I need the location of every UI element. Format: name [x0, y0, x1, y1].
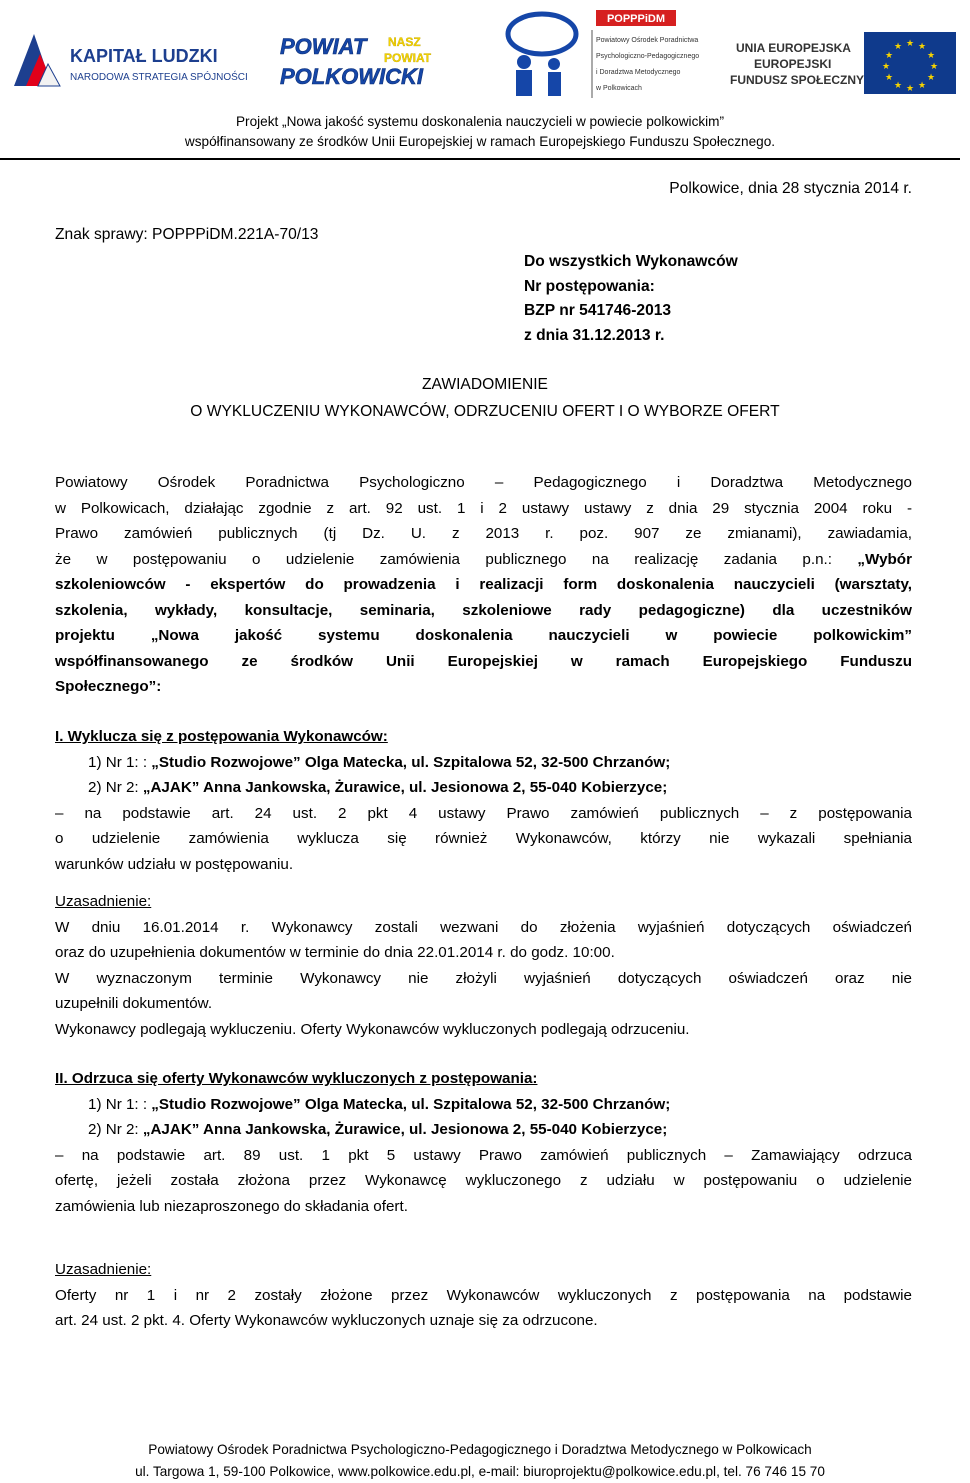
svg-text:★: ★ [884, 72, 894, 82]
section-2-basis-2: ofertę, jeżeli została złożona przez Wykonawcę wykluczonego z udziału w postępowaniu o udzielenie [55, 1172, 912, 1189]
section-1-item-1-prefix: 1) Nr 1: : [88, 753, 152, 771]
svg-text:★: ★ [917, 41, 927, 51]
poppidm-line-2: Psychologiczno-Pedagogicznego [596, 53, 700, 60]
ue-line1: UNIA EUROPEJSKA [736, 41, 851, 55]
powiat-line2: POLKOWICKI [280, 64, 423, 89]
intro-line-1: Powiatowy Ośrodek Poradnictwa Psychologiczno – Pedagogicznego i Doradztwa Metodycznego [55, 474, 912, 491]
addressee-line-2: Nr postępowania: [524, 277, 655, 295]
poppidm-line-1: Powiatowy Ośrodek Poradnictwa [596, 37, 699, 44]
kl-title: KAPITAŁ LUDZKI [70, 46, 218, 66]
section-2-item-1 [55, 1092, 912, 1118]
section-1-item-2-prefix: 2) Nr 2: [88, 779, 143, 796]
ue-line3: FUNDUSZ SPOŁECZNY [730, 73, 865, 87]
intro-line-3: Prawo zamówień publicznych (tj Dz. U. z 2013 r. poz. 907 ze zmianami), zawiadamia, [55, 525, 912, 542]
intro-line-6: szkolenia, wykłady, konsultacje, seminaria, szkoleniowe rady pedagogiczne) dla uczestników [55, 601, 912, 619]
intro-line-2: w Polkowicach, działając zgodnie z art. 92 ust. 1 i 2 ustawy ustawy z dnia 29 stycznia 2004 roku - [55, 499, 912, 517]
section-1-justification-4: uzupełnili dokumentów. [55, 995, 213, 1012]
document-title: ZAWIADOMIENIE [422, 376, 548, 393]
addressee-line-3: BZP nr 541746-2013 [524, 302, 672, 319]
addressee-block [524, 250, 738, 348]
project-banner [0, 112, 960, 152]
ue-efs-logo [726, 32, 956, 96]
addressee-line-1: Do wszystkich Wykonawców [524, 253, 738, 270]
intro-line-4 [55, 547, 912, 573]
section-1-item-2 [55, 775, 912, 801]
section-2-justification-heading: Uzasadnienie: [55, 1261, 152, 1278]
section-1-item-2-bold: „AJAK” Anna Jankowska, Żurawice, ul. Jesionowa 2, 55-040 Kobierzyce; [142, 779, 668, 796]
section-2-item-2 [55, 1117, 912, 1143]
powiat-tag2: POWIAT [384, 51, 432, 65]
poppidm-line-3: i Doradztwa Metodycznego [596, 69, 681, 76]
section-2-item-2-prefix: 2) Nr 2: [88, 1121, 143, 1138]
poppidm-line-4: w Polkowicach [596, 85, 642, 92]
section-1-basis-3: warunków udziału w postępowaniu. [55, 855, 294, 873]
section-1-justification-3: W wyznaczonym terminie Wykonawcy nie złożyli wyjaśnień dotyczących oświadczeń oraz nie [55, 969, 912, 987]
footer-line-2: ul. Targowa 1, 59-100 Polkowice, www.polkowice.edu.pl, e-mail: biuroprojektu@polkowice.edu.pl, tel. 76 746 15 70 [135, 1464, 825, 1479]
document-subtitle: O WYKLUCZENIU WYKONAWCÓW, ODRZUCENIU OFERT I O WYBORZE OFERT [190, 403, 780, 420]
footer-line-1: Powiatowy Ośrodek Poradnictwa Psychologiczno-Pedagogicznego i Doradztwa Metodycznego w Polkowicach [148, 1442, 812, 1457]
intro-line-9: Społecznego”: [55, 678, 162, 695]
section-1-basis-2: o udzielenie zamówienia wyklucza się również Wykonawców, którzy nie wykazali spełniania [55, 830, 912, 847]
section-1-item-1-bold: „Studio Rozwojowe” Olga Matecka, ul. Szpitalowa 52, 32-500 Chrzanów; [151, 753, 671, 771]
intro-paragraph [55, 470, 912, 700]
section-2-justification-1: Oferty nr 1 i nr 2 zostały złożone przez Wykonawców wykluczonych z postępowania na podstawie [55, 1286, 912, 1304]
section-2-item-2-bold: „AJAK” Anna Jankowska, Żurawice, ul. Jesionowa 2, 55-040 Kobierzyce; [142, 1121, 668, 1138]
intro-line-7: projektu „Nowa jakość systemu doskonalenia nauczycieli w powiecie polkowickim” [55, 627, 912, 644]
section-1-basis-1: – na podstawie art. 24 ust. 2 pkt 4 ustawy Prawo zamówień publicznych – z postępowania [55, 804, 912, 822]
section-1-justification-1: W dniu 16.01.2014 r. Wykonawcy zostali wezwani do złożenia wyjaśnień dotyczących oświadczeń [55, 918, 912, 936]
case-number: Znak sprawy: POPPPiDM.221A-70/13 [55, 226, 319, 243]
section-rejection [55, 1066, 912, 1334]
section-2-heading: II. Odrzuca się oferty Wykonawców wykluczonych z postępowania: [55, 1070, 538, 1087]
addressee-line-4: z dnia 31.12.2013 r. [524, 326, 665, 344]
section-2-item-1-prefix: 1) Nr 1: : [88, 1095, 152, 1113]
header-divider [0, 158, 960, 160]
section-2-basis-3: zamówienia lub niezaproszonego do składania ofert. [55, 1197, 408, 1215]
ue-line2: EUROPEJSKI [754, 57, 832, 71]
section-1-item-1 [55, 750, 912, 776]
date-line: Polkowice, dnia 28 stycznia 2014 r. [669, 180, 912, 197]
section-1-justification-2: oraz do uzupełnienia dokumentów w terminie do dnia 22.01.2014 r. do godz. 10:00. [55, 944, 615, 961]
intro-line-8: współfinansowanego ze środków Unii Europejskiej w ramach Europejskiego Funduszu [55, 652, 912, 670]
intro-line-4-text: że w postępowaniu o udzielenie zamówienia publicznego na realizację zadania p.n.: [55, 550, 858, 568]
svg-text:★: ★ [905, 83, 915, 93]
svg-text:★: ★ [881, 61, 891, 71]
svg-text:★: ★ [926, 72, 936, 82]
section-2-item-1-bold: „Studio Rozwojowe” Olga Matecka, ul. Szpitalowa 52, 32-500 Chrzanów; [151, 1095, 671, 1113]
project-line-2: współfinansowany ze środków Unii Europejskiej w ramach Europejskiego Funduszu Społecznego. [184, 134, 776, 149]
svg-text:★: ★ [893, 80, 903, 90]
powiat-line1: POWIAT [280, 34, 367, 59]
intro-line-4-bold: „Wybór [857, 550, 912, 568]
section-2-basis-1: – na podstawie art. 89 ust. 1 pkt 5 ustawy Prawo zamówień publicznych – Zamawiający odrzuca [55, 1146, 912, 1164]
section-2-justification-2: art. 24 ust. 2 pkt. 4. Oferty Wykonawców wykluczonych uznaje się za odrzucone. [55, 1312, 598, 1329]
svg-text:★: ★ [905, 38, 915, 48]
svg-text:★: ★ [926, 50, 936, 60]
project-line-1: Projekt „Nowa jakość systemu doskonalenia nauczycieli w powiecie polkowickim” [235, 114, 725, 129]
kl-subtitle: NARODOWA STRATEGIA SPÓJNOŚCI [70, 72, 248, 83]
section-1-justification-5: Wykonawcy podlegają wykluczeniu. Oferty Wykonawców wykluczonych podlegają odrzuceniu. [55, 1020, 690, 1038]
section-1-justification-heading: Uzasadnienie: [55, 893, 152, 910]
svg-text:★: ★ [917, 80, 927, 90]
section-exclusion [55, 724, 912, 1042]
poppidm-logo [496, 6, 700, 101]
svg-text:★: ★ [929, 61, 939, 71]
intro-line-5: szkoleniowców - ekspertów do prowadzenia i realizacji form doskonalenia nauczycieli (warsztaty, [55, 576, 912, 593]
section-1-heading: I. Wyklucza się z postępowania Wykonawców: [55, 728, 388, 745]
kapital-ludzki-logo [12, 24, 252, 94]
svg-text:★: ★ [884, 50, 894, 60]
svg-text:★: ★ [893, 41, 903, 51]
powiat-polkowicki-logo [278, 30, 438, 92]
poppidm-badge: POPPPiDM [606, 13, 666, 25]
powiat-tag1: NASZ [388, 35, 421, 49]
